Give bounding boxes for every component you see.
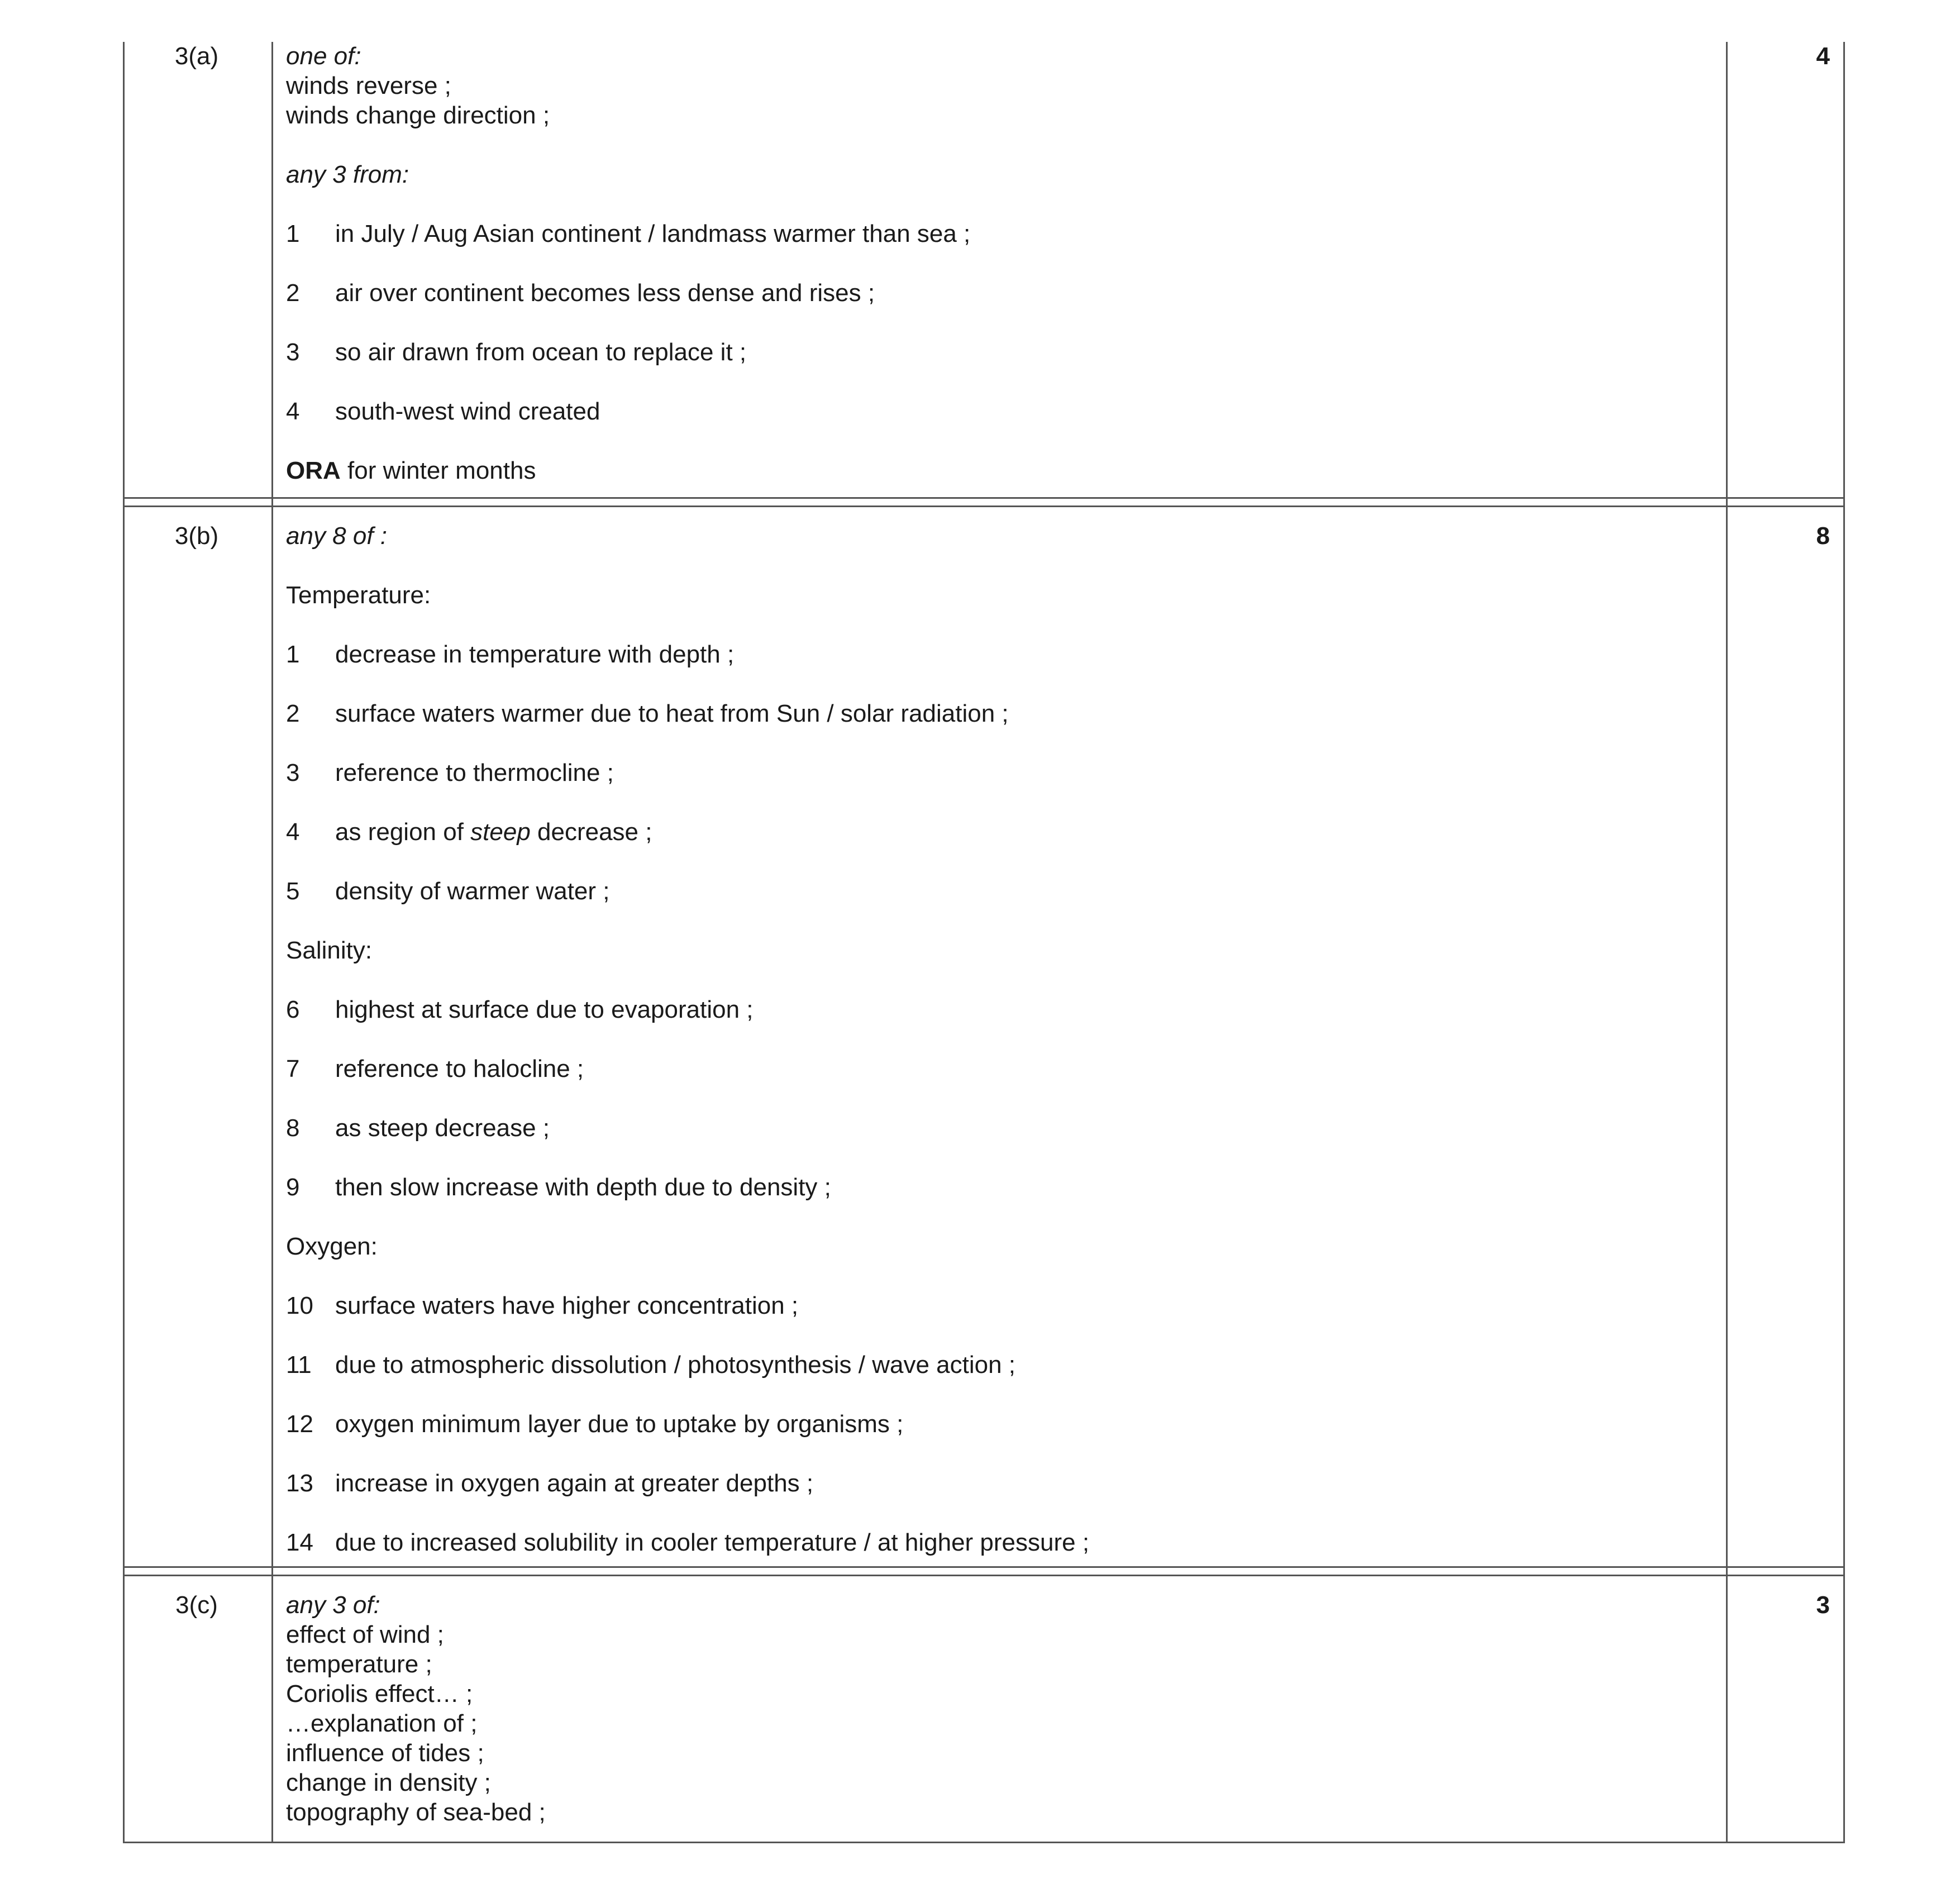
- marks-value: 4: [1816, 42, 1830, 70]
- section-heading: Temperature:: [286, 581, 431, 609]
- answer-cell-3a: [286, 41, 1699, 485]
- numbered-point: 2 air over continent becomes less dense and rises ;: [286, 279, 875, 307]
- row-divider-a-b-top: [123, 497, 1845, 499]
- numbered-point: 4 south-west wind created: [286, 398, 600, 425]
- marks-value: 8: [1816, 522, 1830, 550]
- answer-cell-3c: [286, 1590, 1699, 1827]
- numbered-point: 2 surface waters warmer due to heat from Sun / solar radiation ;: [286, 700, 1009, 727]
- numbered-point: 1 decrease in temperature with depth ;: [286, 641, 735, 668]
- numbered-point: 7 reference to halocline ;: [286, 1055, 584, 1082]
- column-divider-right: [1726, 42, 1728, 1843]
- question-number: 3(c): [175, 1591, 218, 1619]
- answer-item: …explanation of ;: [286, 1710, 478, 1737]
- question-number: 3(a): [174, 42, 219, 70]
- answer-item: topography of sea-bed ;: [286, 1799, 546, 1826]
- answer-item: winds change direction ;: [286, 102, 550, 129]
- section-heading: Oxygen:: [286, 1233, 378, 1260]
- numbered-point: 9 then slow increase with depth due to density ;: [286, 1174, 831, 1201]
- question-number: 3(b): [174, 522, 219, 550]
- numbered-point: 3 reference to thermocline ;: [286, 759, 614, 786]
- numbered-point: 4 as region of steep decrease ;: [286, 818, 652, 846]
- answer-item: temperature ;: [286, 1651, 432, 1678]
- numbered-point: 13 increase in oxygen again at greater depths ;: [286, 1470, 814, 1497]
- section-heading: Salinity:: [286, 937, 373, 964]
- row-divider-b-c-bottom: [123, 1575, 1845, 1576]
- row-divider-b-c-top: [123, 1566, 1845, 1568]
- numbered-point: 11 due to atmospheric dissolution / photosynthesis / wave action ;: [286, 1351, 1016, 1379]
- marks-value: 3: [1816, 1591, 1830, 1619]
- numbered-point: 14 due to increased solubility in cooler temperature / at higher pressure ;: [286, 1529, 1090, 1556]
- numbered-point: 1 in July / Aug Asian continent / landmass warmer than sea ;: [286, 220, 971, 247]
- numbered-point: 3 so air drawn from ocean to replace it ;: [286, 338, 747, 366]
- instruction-text: any 3 of:: [286, 1591, 380, 1619]
- numbered-point: 6 highest at surface due to evaporation ;: [286, 996, 754, 1023]
- row-divider-a-b-bottom: [123, 505, 1845, 507]
- numbered-point: 5 density of warmer water ;: [286, 877, 610, 905]
- ora-note: ORA for winter months: [286, 457, 536, 484]
- numbered-point: 8 as steep decrease ;: [286, 1114, 550, 1142]
- answer-item: influence of tides ;: [286, 1739, 484, 1767]
- column-divider-left: [271, 42, 273, 1843]
- numbered-point: 10 surface waters have higher concentration ;: [286, 1292, 799, 1319]
- instruction-text: any 3 from:: [286, 161, 409, 188]
- answer-item: winds reverse ;: [286, 72, 451, 99]
- answer-item: effect of wind ;: [286, 1621, 444, 1648]
- instruction-text: one of:: [286, 42, 361, 70]
- answer-item: Coriolis effect… ;: [286, 1680, 473, 1708]
- answer-cell-3b: [286, 521, 1699, 1557]
- instruction-text: any 8 of :: [286, 522, 388, 550]
- answer-item: change in density ;: [286, 1769, 491, 1796]
- numbered-point: 12 oxygen minimum layer due to uptake by organisms ;: [286, 1410, 904, 1438]
- table-bottom-border: [123, 1842, 1845, 1843]
